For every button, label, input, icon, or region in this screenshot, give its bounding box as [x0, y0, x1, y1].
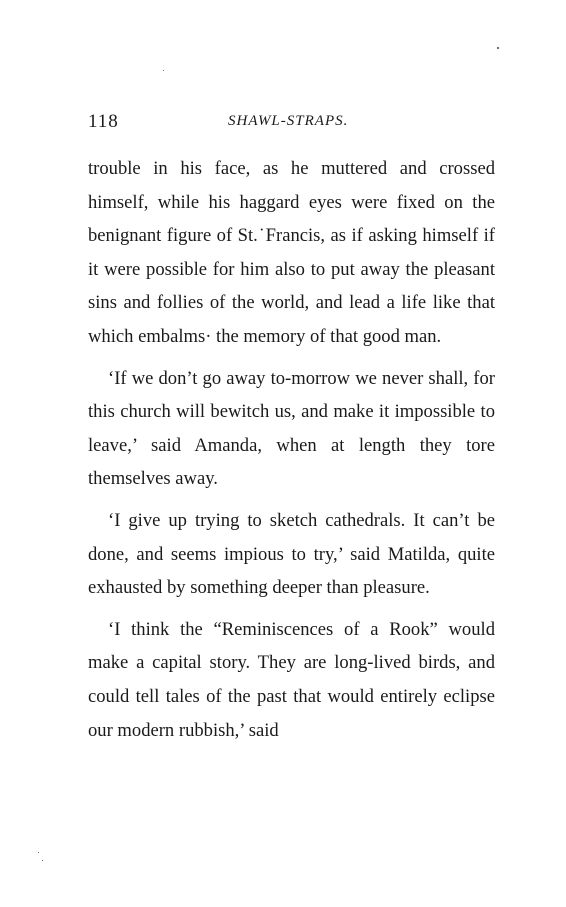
scan-speck — [42, 860, 43, 861]
running-head: SHAWL-STRAPS. — [228, 113, 349, 129]
scan-speck — [497, 47, 499, 49]
page-number: 118 — [88, 111, 119, 132]
body-text — [88, 152, 495, 755]
scan-speck — [38, 852, 39, 853]
page-header — [88, 111, 493, 135]
paragraph: ‘I think the “Reminiscences of a Rook” would make a capital story. They are long-lived birds, and could tell tales of the past that would entirely eclipse our modern rubbish,’ said — [88, 618, 495, 741]
paragraph: ‘If we don’t go away to-morrow we never shall, for this church will bewitch us, and make it impossible to leave,’ said Amanda, when at length they tore themselves away. — [88, 367, 495, 490]
paragraph: trouble in his face, as he muttered and crossed himself, while his haggard eyes were fixed on the benignant figure of St.˙Francis, as if asking himself if it were possible for him also to put away the pleasant sins and follies of the world, and lead a life like that which embalms· the memory of that good man. — [88, 158, 495, 347]
paragraph: ‘I give up trying to sketch cathedrals. It can’t be done, and seems impious to try,’ said Matilda, quite exhausted by something deeper than pleasure. — [88, 509, 495, 599]
scan-speck — [163, 70, 164, 71]
